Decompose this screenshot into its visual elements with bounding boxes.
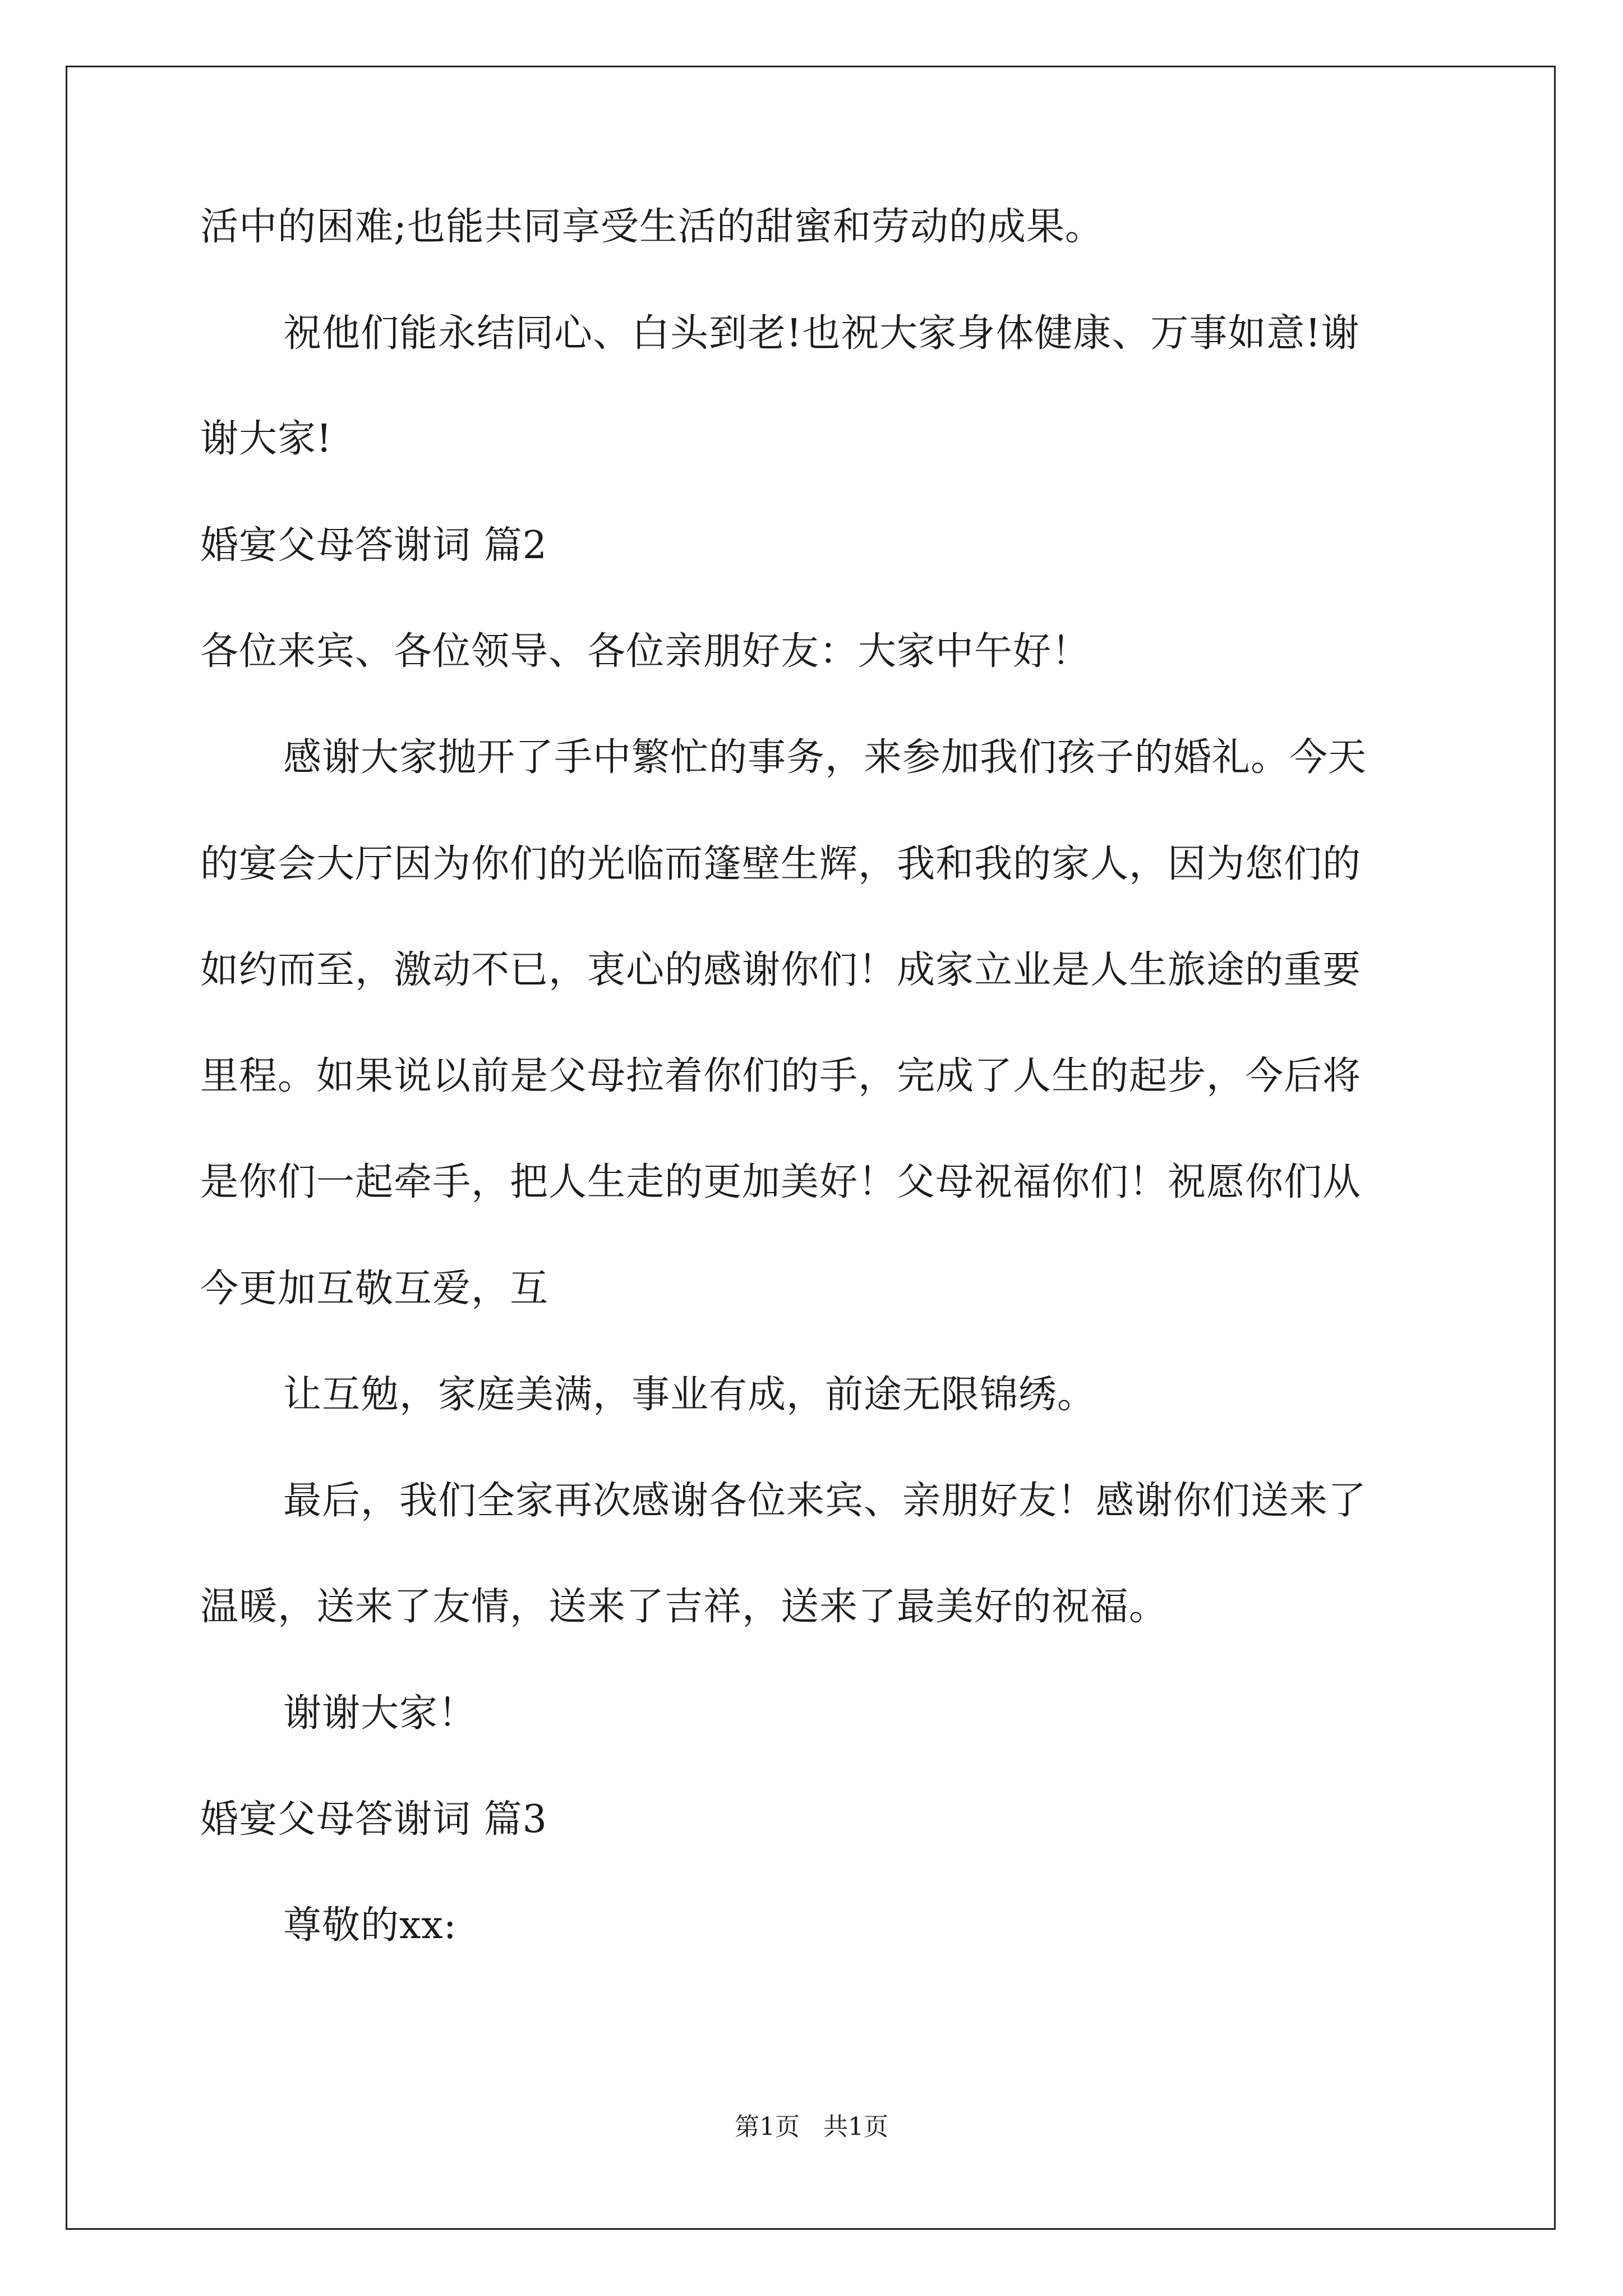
paragraph-line: 祝他们能永结同心、白头到老!也祝大家身体健康、万事如意!谢 (283, 311, 1360, 356)
paragraph-line: 的宴会大厅因为你们的光临而篷壁生辉，我和我的家人，因为您们的 (200, 842, 1362, 886)
section-heading: 婚宴父母答谢词 篇2 (200, 523, 547, 568)
paragraph-line: 感谢大家抛开了手中繁忙的事务，来参加我们孩子的婚礼。今天 (283, 735, 1367, 780)
salutation-line: 尊敬的xx: (283, 1903, 457, 1948)
page-footer: 第1页 共1页 (735, 2113, 888, 2141)
paragraph-line: 谢谢大家！ (283, 1691, 477, 1736)
paragraph-line: 让互勉，家庭美满，事业有成，前途无限锦绣。 (283, 1373, 1096, 1417)
paragraph-line: 最后，我们全家再次感谢各位来宾、亲朋好友！感谢你们送来了 (283, 1479, 1367, 1523)
paragraph-line: 温暖，送来了友情，送来了吉祥，送来了最美好的祝福。 (200, 1585, 1168, 1629)
paragraph-line: 今更加互敬互爱，互 (200, 1267, 549, 1311)
paragraph-line: 活中的困难;也能共同享受生活的甜蜜和劳动的成果。 (200, 205, 1104, 249)
paragraph-line: 如约而至，激动不已，衷心的感谢你们！成家立业是人生旅途的重要 (200, 948, 1362, 992)
paragraph-line: 谢大家! (200, 417, 333, 461)
salutation-line: 各位来宾、各位领导、各位亲朋好友：大家中午好！ (200, 629, 1091, 674)
section-heading: 婚宴父母答谢词 篇3 (200, 1797, 547, 1842)
paragraph-line: 是你们一起牵手，把人生走的更加美好！父母祝福你们！祝愿你们从 (200, 1160, 1362, 1204)
paragraph-line: 里程。如果说以前是父母拉着你们的手，完成了人生的起步，今后将 (200, 1054, 1362, 1098)
